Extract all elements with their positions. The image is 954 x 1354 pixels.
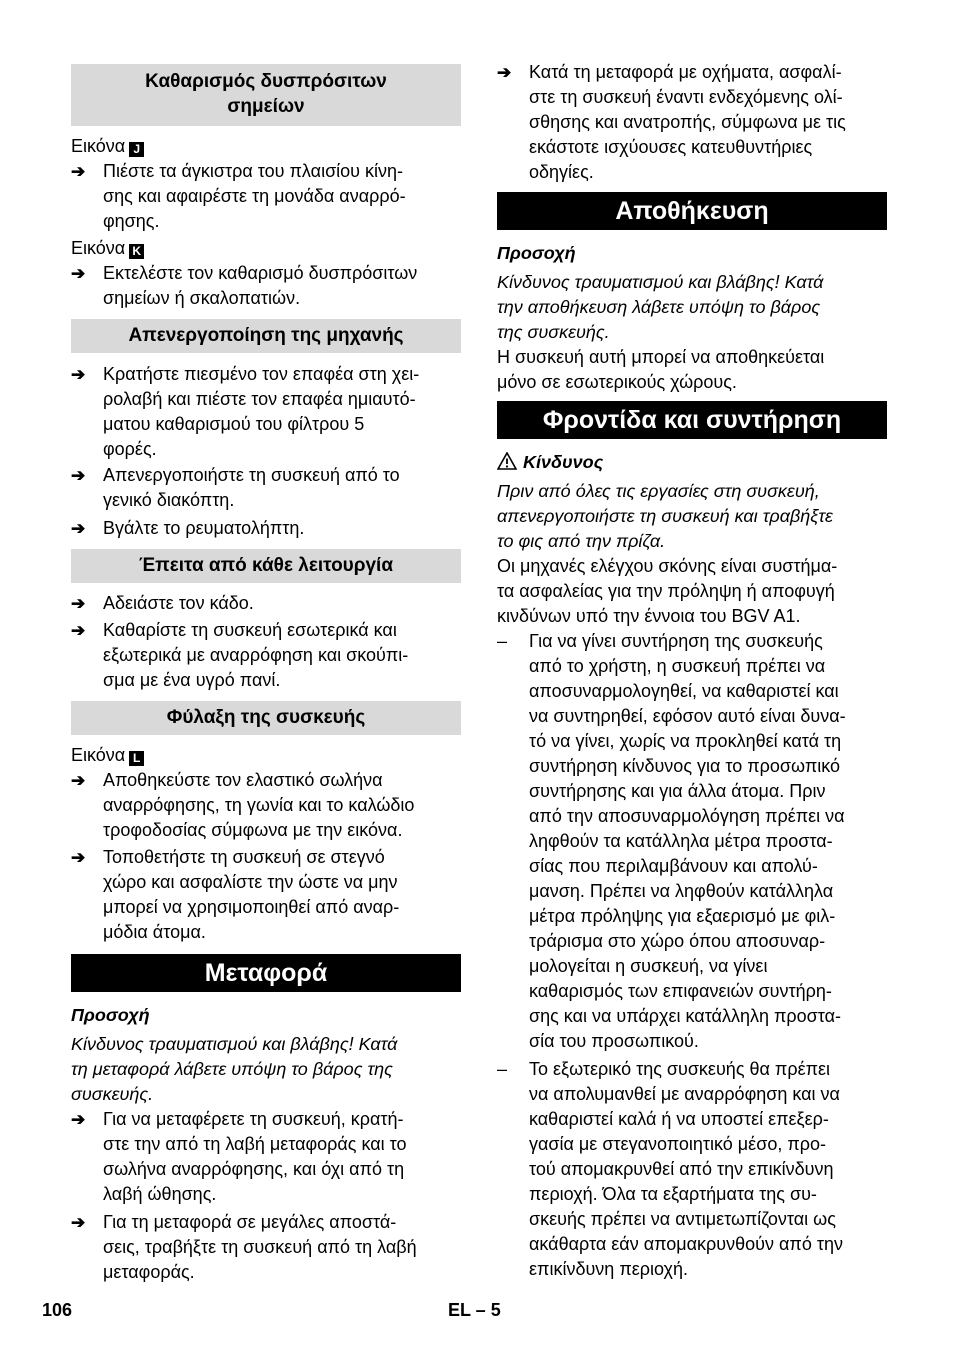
bullet-transport-1	[71, 1107, 461, 1207]
arrow-right-icon: ➔	[71, 365, 86, 384]
caution-title: Προσοχή	[497, 243, 576, 263]
dash-item-care-1	[497, 629, 887, 1054]
bullet-text: Αδειάστε τον κάδο.	[103, 593, 254, 613]
arrow-right-icon: ➔	[71, 621, 86, 640]
language-page-label: EL – 5	[448, 1300, 501, 1320]
arrow-right-icon: ➔	[71, 1213, 86, 1232]
bullet-transport-3	[497, 60, 887, 185]
figure-letter-k: K	[129, 244, 144, 259]
bullet-after-1	[71, 591, 461, 616]
figure-letter-l: L	[129, 751, 144, 766]
arrow-right-icon: ➔	[71, 1110, 86, 1129]
heading-storage-device: Φύλαξη της συσκευής	[71, 701, 461, 735]
bullet-text: Για τη μεταφορά σε μεγάλες αποστά- σεις, τραβήξτε τη συσκευή από τη λαβή μεταφοράς.	[103, 1212, 417, 1282]
danger-heading	[497, 450, 887, 475]
bullet-text: Αποθηκεύστε τον ελαστικό σωλήνα αναρρόφησης, τη γωνία και το καλώδιο τροφοδοσίας σύμφωνα με την εικόνα.	[103, 770, 415, 840]
figure-label: Εικόνα	[71, 745, 126, 765]
danger-text: Πριν από όλες τις εργασίες στη συσκευή, απενεργοποιήστε τη συσκευή και τραβήξτε το φις από την πρίζα.	[497, 481, 833, 551]
bullet-storage-1	[71, 768, 461, 843]
arrow-right-icon: ➔	[71, 771, 86, 790]
arrow-right-icon: ➔	[71, 466, 86, 485]
bullet-text: Κρατήστε πιεσμένο τον επαφέα στη χει- ρολαβή και πιέστε τον επαφέα ημιαυτό- ματου καθαρισμού του φίλτρου 5 φορές.	[103, 364, 420, 459]
figure-label: Εικόνα	[71, 136, 126, 156]
storage-text: Η συσκευή αυτή μπορεί να αποθηκεύεται μόνο σε εσωτερικούς χώρους.	[497, 347, 825, 392]
list-dash: –	[497, 631, 508, 651]
arrow-right-icon: ➔	[71, 848, 86, 867]
arrow-right-icon: ➔	[71, 594, 86, 613]
arrow-right-icon: ➔	[497, 63, 512, 82]
bullet-shutdown-1	[71, 362, 461, 462]
bullet-text: Πιέστε τα άγκιστρα του πλαισίου κίνη- σης και αφαιρέστε τη μονάδα αναρρό- φησης.	[103, 161, 406, 231]
bullet-text: Τοποθετήστε τη συσκευή σε στεγνό χώρο και ασφαλίστε την ώστε να μην μπορεί να χρησιμοποιηθεί από αναρ- μόδια άτομα.	[103, 847, 400, 942]
figure-letter-j: J	[129, 142, 144, 157]
caution-title: Προσοχή	[71, 1005, 150, 1025]
figure-ref-k	[71, 236, 461, 261]
bullet-shutdown-2	[71, 463, 461, 513]
arrow-right-icon: ➔	[71, 264, 86, 283]
bullet-text: Απενεργοποιήστε τη συσκευή από το γενικό διακόπτη.	[103, 465, 400, 510]
heading-transport: Μεταφορά	[71, 954, 461, 992]
figure-ref-l	[71, 743, 461, 768]
arrow-right-icon: ➔	[71, 162, 86, 181]
bullet-text: Βγάλτε το ρευματολήπτη.	[103, 518, 305, 538]
dash-item-text: Για να γίνει συντήρηση της συσκευής από το χρήστη, η συσκευή πρέπει να αποσυναρμολογηθεί, να καθαριστεί και να συντηρηθεί, εφόσον αυτό είναι δυνα- τό να γίνει, χωρίς να προκληθεί κατά τη συντήρηση κίνδυνος για το προσωπικό συντήρησης και για άλλα άτομα. Πριν από την αποσυναρμολόγηση πρέπει να ληφθούν τα κατάλληλα μέτρα προστα- σίας που περιλαμβάνουν και απολύ- μανση. Πρέπει να ληφθούν κατάλληλα μέτρα πρόληψης για εξαερισμό με φιλ- τράρισμα στο χώρο όπου αποσυναρ- μολογείται η συσκευή, να γίνει καθαρισμός των επιφανειών συντήρη- σης και να υπάρχει κατάλληλη προστα- σία του προσωπικού.	[529, 631, 846, 1051]
bullet-cleaning-2	[71, 261, 461, 311]
danger-title: Κίνδυνος	[523, 452, 604, 472]
bullet-shutdown-3	[71, 516, 461, 541]
arrow-right-icon: ➔	[71, 519, 86, 538]
bullet-text: Καθαρίστε τη συσκευή εσωτερικά και εξωτερικά με αναρρόφηση και σκούπι- σμα με ένα υγρό πανί.	[103, 620, 409, 690]
warning-triangle-icon	[497, 450, 517, 475]
heading-after-operation: Έπειτα από κάθε λειτουργία	[71, 549, 461, 583]
bullet-storage-2	[71, 845, 461, 945]
bullet-text: Εκτελέστε τον καθαρισμό δυσπρόσιτων σημείων ή σκαλοπατιών.	[103, 263, 418, 308]
heading-care-maintenance: Φροντίδα και συντήρηση	[497, 401, 887, 439]
caution-text: Κίνδυνος τραυματισμού και βλάβης! Κατά τη μεταφορά λάβετε υπόψη το βάρος της συσκευής.	[71, 1034, 398, 1104]
heading-storage: Αποθήκευση	[497, 192, 887, 230]
dash-item-care-2	[497, 1057, 887, 1282]
figure-ref-j	[71, 134, 461, 159]
figure-label: Εικόνα	[71, 238, 126, 258]
bullet-transport-2	[71, 1210, 461, 1285]
list-dash: –	[497, 1059, 508, 1079]
heading-shutdown: Απενεργοποίηση της μηχανής	[71, 319, 461, 353]
heading-cleaning-hard-to-reach: Καθαρισμός δυσπρόσιτων σημείων	[71, 64, 461, 126]
bullet-cleaning-1	[71, 159, 461, 234]
bullet-text: Για να μεταφέρετε τη συσκευή, κρατή- στε την από τη λαβή μεταφοράς και το σωλήνα αναρρόφησης, και όχι από τη λαβή ώθησης.	[103, 1109, 407, 1204]
bullet-after-2	[71, 618, 461, 693]
caution-text: Κίνδυνος τραυματισμού και βλάβης! Κατά την αποθήκευση λάβετε υπόψη το βάρος της συσκευής.	[497, 272, 824, 342]
page-number: 106	[42, 1300, 73, 1320]
dash-item-text: Το εξωτερικό της συσκευής θα πρέπει να απολυμανθεί με αναρρόφηση και να καθαριστεί καλά ή να υποστεί επεξερ- γασία με στεγανοποιητικό μέσο, προ- τού απομακρυνθεί από την επικίνδυνη περιοχή. Όλα τα εξαρτήματα της συ- σκευής πρέπει να αντιμετωπίζονται ως ακάθαρτα εάν απομακρυνθούν από την επικίνδυνη περιοχή.	[529, 1059, 843, 1279]
care-text: Οι μηχανές ελέγχου σκόνης είναι συστήμα- τα ασφαλείας για την πρόληψη ή αποφυγή κινδύνων υπό την έννοια του BGV A1.	[497, 556, 838, 626]
bullet-text: Κατά τη μεταφορά με οχήματα, ασφαλί- στε τη συσκευή έναντι ενδεχόμενης ολί- σθησης και ανατροπής, σύμφωνα με τις εκάστοτε ισχύουσες κατευθυντήριες οδηγίες.	[529, 62, 846, 182]
